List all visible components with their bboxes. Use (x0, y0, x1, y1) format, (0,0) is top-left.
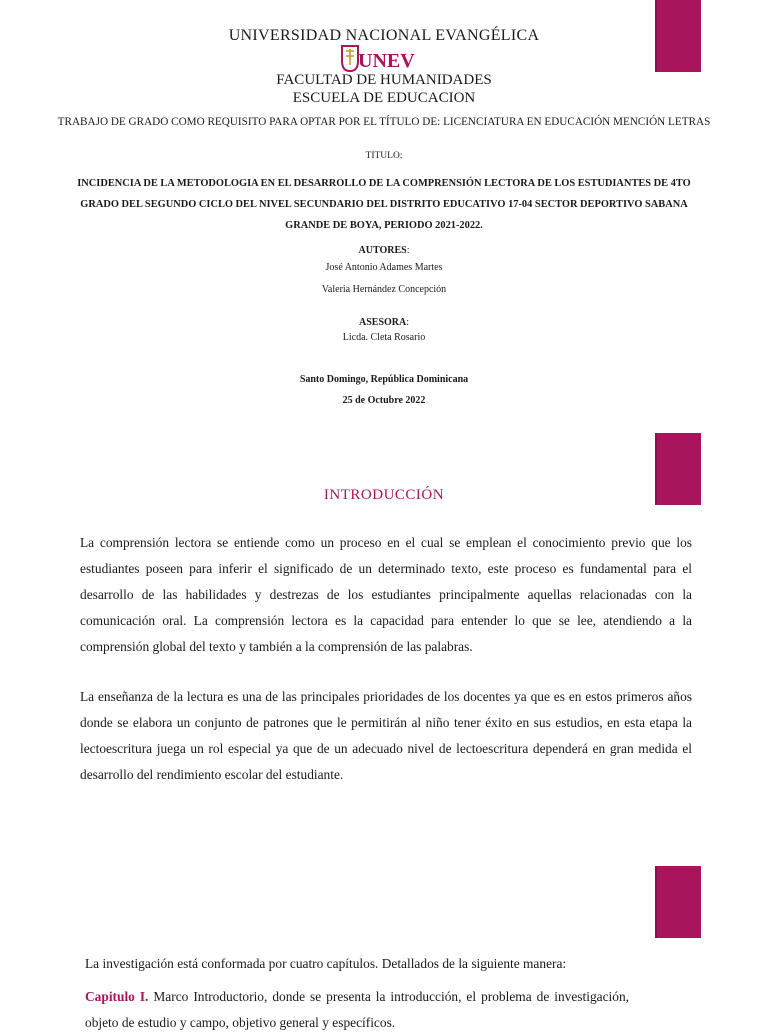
degree-requirement: TRABAJO DE GRADO COMO REQUISITO PARA OPTAR POR EL TÍTULO DE: LICENCIATURA EN EDUCACIÓN MENCIÓN LETRAS (57, 116, 711, 128)
faculty-name: FACULTAD DE HUMANIDADES (276, 72, 492, 88)
chapter-1-label: Capitulo I. (85, 989, 149, 1004)
chapter-1-text: Marco Introductorio, donde se presenta la introducción, el problema de investigación, objeto de estudio y campo, objetivo general y específicos. (85, 989, 629, 1030)
advisor-label: ASESORA (358, 317, 407, 328)
advisor-heading (0, 312, 768, 330)
university-logo (338, 43, 422, 73)
place: Santo Domingo, República Dominicana (299, 374, 469, 385)
introduction-paragraph-1: La comprensión lectora se entiende como un proceso en el cual se emplean el conocimiento previo que los estudiantes poseen para inferir el significado de un determinado texto, este proceso es fundamental para el desarrollo de las habilidades y destrezas de los estudiantes principalmente aquellas relacionadas con la comunicación oral. La comprensión lectora es la capacidad para entender lo que se lee, atendiendo a la comprensión global del texto y también a la comprensión de las palabras. (80, 535, 692, 654)
logo-text: UNEV (358, 50, 415, 72)
authors-heading (0, 240, 768, 258)
title-label: TITULO: (365, 151, 403, 161)
page-marker-3 (655, 866, 701, 938)
thesis-title (50, 173, 718, 236)
structure-intro: La investigación está conformada por cuatro capítulos. Detallados de la siguiente manera: (85, 956, 567, 971)
thesis-title-line-3: GRANDE DE BOYA, PERIODO 2021-2022. (285, 220, 483, 231)
introduction-heading: INTRODUCCIÓN (323, 487, 445, 503)
university-name: UNIVERSIDAD NACIONAL EVANGÉLICA (228, 27, 540, 44)
author-name-2: Valeria Hernández Concepción (321, 284, 447, 295)
school-name: ESCUELA DE EDUCACION (292, 90, 476, 106)
advisor-name: Licda. Cleta Rosario (342, 332, 426, 343)
advisor-label-colon: : (406, 317, 410, 328)
author-name-1: José Antonio Adames Martes (325, 262, 443, 273)
introduction-paragraph-2: La enseñanza de la lectura es una de las principales prioridades de los docentes ya que es en estos primeros años donde se elabora un conjunto de patrones que le permitirán al niño tener éxito en sus estudios, en esta etapa la lectoescritura juega un rol especial ya que de un adecuado nivel de lectoescritura dependerá en gran medida el desarrollo del rendimiento escolar del estudiante. (80, 689, 692, 782)
authors-label-colon: : (406, 245, 410, 256)
thesis-title-line-1: INCIDENCIA DE LA METODOLOGIA EN EL DESARROLLO DE LA COMPRENSIÓN LECTORA DE LOS ESTUDIANTES DE 4TO (77, 178, 691, 189)
thesis-title-line-2: GRADO DEL SEGUNDO CICLO DEL NIVEL SECUNDARIO DEL DISTRITO EDUCATIVO 17-04 SECTOR DEPORTIVO SABANA (80, 199, 688, 210)
authors-label: AUTORES (358, 245, 407, 256)
date: 25 de Octubre 2022 (342, 395, 426, 406)
chapter-1-description (85, 984, 629, 1036)
